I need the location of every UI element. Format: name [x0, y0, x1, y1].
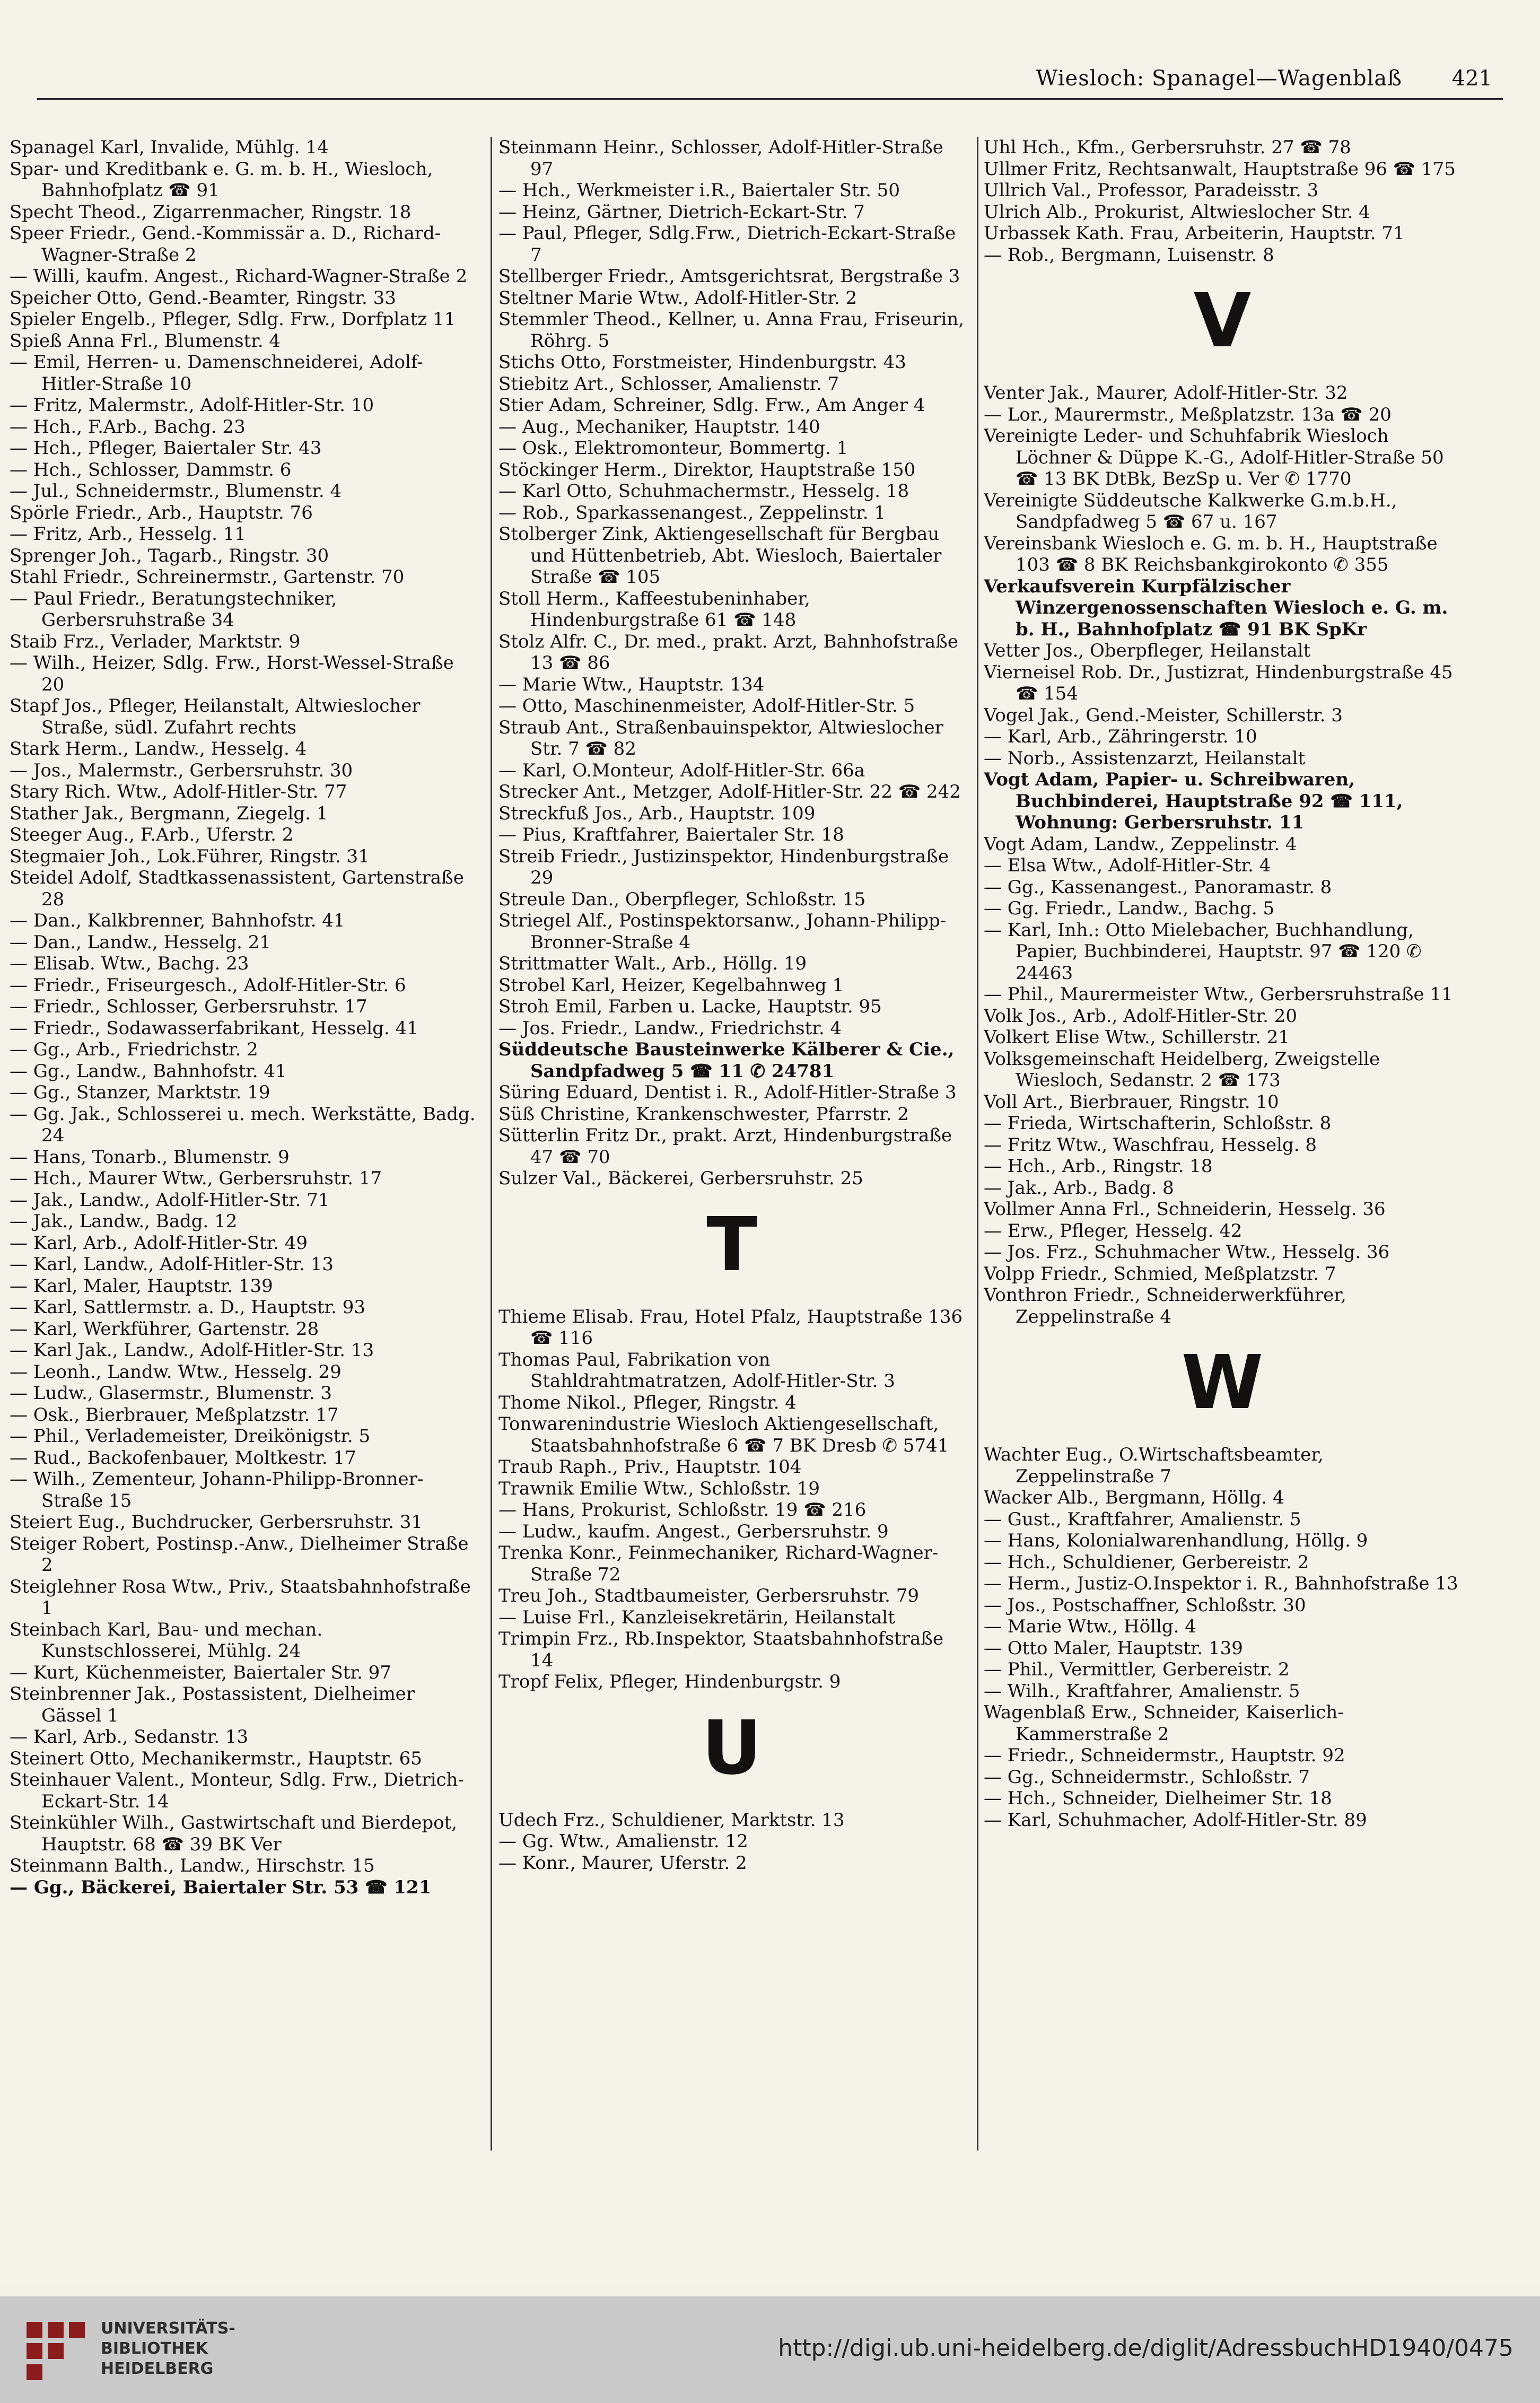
- directory-entry: — Karl, Landw., Adolf-Hitler-Str. 13: [10, 1254, 334, 1275]
- library-name-line: HEIDELBERG: [101, 2360, 214, 2378]
- directory-entry: — Heinz, Gärtner, Dietrich-Eckart-Str. 7: [498, 201, 865, 223]
- directory-entry: Streule Dan., Oberpfleger, Schloßstr. 15: [498, 888, 866, 910]
- directory-entry: Stolberger Zink, Aktiengesellschaft für Bergbau und Hüttenbetrieb, Abt. Wiesloch, Baiertaler Straße ☎ 105: [498, 523, 942, 588]
- directory-entry: Stiebitz Art., Schlosser, Amalienstr. 7: [498, 373, 839, 395]
- directory-entry: — Gg., Kassenangest., Panoramastr. 8: [984, 876, 1332, 898]
- directory-entry: — Ludw., Glasermstr., Blumenstr. 3: [10, 1383, 332, 1404]
- directory-entry: Spar- und Kreditbank e. G. m. b. H., Wiesloch, Bahnhofplatz ☎ 91: [10, 158, 433, 201]
- directory-entry: — Hch., F.Arb., Bachg. 23: [10, 416, 246, 438]
- directory-entry: — Marie Wtw., Höllg. 4: [984, 1616, 1196, 1637]
- directory-entry: Speicher Otto, Gend.-Beamter, Ringstr. 33: [10, 287, 396, 309]
- directory-entry: Vonthron Friedr., Schneiderwerkführer, Zeppelinstraße 4: [984, 1284, 1346, 1327]
- directory-entry: Volpp Friedr., Schmied, Meßplatzstr. 7: [984, 1263, 1336, 1284]
- directory-entry: Vogt Adam, Papier- u. Schreibwaren, Buchbinderei, Hauptstraße 92 ☎ 111, Wohnung: Gerbersruhstr. 11: [984, 769, 1403, 833]
- directory-entry: — Hans, Kolonialwarenhandlung, Höllg. 9: [984, 1530, 1368, 1551]
- directory-entry: — Leonh., Landw. Wtw., Hesselg. 29: [10, 1361, 342, 1383]
- directory-entry: — Jos. Friedr., Landw., Friedrichstr. 4: [498, 1017, 842, 1039]
- directory-entry: Süß Christine, Krankenschwester, Pfarrstr. 2: [498, 1103, 909, 1125]
- directory-entry: — Osk., Elektromonteur, Bommertg. 1: [498, 438, 848, 459]
- directory-entry: — Otto Maler, Hauptstr. 139: [984, 1637, 1243, 1659]
- directory-entry: — Wilh., Heizer, Sdlg. Frw., Horst-Wessel-Straße 20: [10, 652, 454, 695]
- directory-entry: Steeger Aug., F.Arb., Uferstr. 2: [10, 824, 294, 845]
- directory-entry: Stegmaier Joh., Lok.Führer, Ringstr. 31: [10, 845, 370, 867]
- directory-entry: — Friedr., Friseurgesch., Adolf-Hitler-Str. 6: [10, 974, 406, 996]
- directory-entry: Sütterlin Fritz Dr., prakt. Arzt, Hindenburgstraße 47 ☎ 70: [498, 1125, 952, 1168]
- library-name-line: UNIVERSITÄTS-: [101, 2319, 235, 2338]
- directory-entry: — Fritz Wtw., Waschfrau, Hesselg. 8: [984, 1134, 1317, 1156]
- directory-entry: — Hans, Tonarb., Blumenstr. 9: [10, 1146, 290, 1168]
- directory-entry: Vereinigte Süddeutsche Kalkwerke G.m.b.H., Sandpfadweg 5 ☎ 67 u. 167: [984, 490, 1397, 532]
- directory-entry: Spieß Anna Frl., Blumenstr. 4: [10, 330, 281, 352]
- directory-entry: — Hch., Schuldiener, Gerbereistr. 2: [984, 1551, 1309, 1573]
- directory-entry: Stemmler Theod., Kellner, u. Anna Frau, Friseurin, Röhrg. 5: [498, 309, 965, 352]
- directory-entry: Stier Adam, Schreiner, Sdlg. Frw., Am Anger 4: [498, 395, 925, 416]
- directory-entry: Traub Raph., Priv., Hauptstr. 104: [498, 1456, 802, 1478]
- directory-entry: — Pius, Kraftfahrer, Baiertaler Str. 18: [498, 824, 844, 845]
- directory-entry: Steinkühler Wilh., Gastwirtschaft und Bierdepot, Hauptstr. 68 ☎ 39 BK Ver: [10, 1812, 458, 1855]
- directory-entry: Stolz Alfr. C., Dr. med., prakt. Arzt, Bahnhofstraße 13 ☎ 86: [498, 631, 958, 674]
- directory-entry: Steinmann Heinr., Schlosser, Adolf-Hitler-Straße 97: [498, 137, 943, 180]
- directory-entry: — Karl, Inh.: Otto Mielebacher, Buchhandlung, Papier, Buchbinderei, Hauptstr. 97 ☎ 120 ✆ 24463: [984, 919, 1422, 984]
- directory-entry: Udech Frz., Schuldiener, Marktstr. 13: [498, 1809, 845, 1831]
- header-rule: [37, 98, 1503, 100]
- directory-entry: Trenka Konr., Feinmechaniker, Richard-Wagner-Straße 72: [498, 1542, 939, 1585]
- directory-entry: Tonwarenindustrie Wiesloch Aktiengesellschaft, Staatsbahnhofstraße 6 ☎ 7 BK Dresb ✆ 5741: [498, 1413, 949, 1456]
- directory-entry: — Hch., Schneider, Dielheimer Str. 18: [984, 1788, 1332, 1809]
- directory-entry: — Phil., Maurermeister Wtw., Gerbersruhstraße 11: [984, 984, 1453, 1005]
- source-url-link[interactable]: http://digi.ub.uni-heidelberg.de/diglit/AdressbuchHD1940/0475: [778, 2335, 1513, 2362]
- directory-entry: — Ludw., kaufm. Angest., Gerbersruhstr. 9: [498, 1521, 889, 1542]
- directory-entry: Volkert Elise Wtw., Schillerstr. 21: [984, 1027, 1290, 1048]
- directory-entry: — Friedr., Schneidermstr., Hauptstr. 92: [984, 1745, 1345, 1766]
- directory-entry: — Elisab. Wtw., Bachg. 23: [10, 953, 249, 974]
- directory-entry: Stary Rich. Wtw., Adolf-Hitler-Str. 77: [10, 781, 347, 802]
- directory-entry: Vollmer Anna Frl., Schneiderin, Hesselg. 36: [984, 1199, 1386, 1220]
- directory-entry: — Aug., Mechaniker, Hauptstr. 140: [498, 416, 820, 438]
- directory-entry: — Herm., Justiz-O.Inspektor i. R., Bahnhofstraße 13: [984, 1573, 1458, 1594]
- directory-entry: Stroh Emil, Farben u. Lacke, Hauptstr. 95: [498, 996, 882, 1017]
- directory-entry: — Gg. Jak., Schlosserei u. mech. Werkstätte, Badg. 24: [10, 1103, 476, 1146]
- directory-entry: Vereinsbank Wiesloch e. G. m. b. H., Hauptstraße 103 ☎ 8 BK Reichsbankgirokonto ✆ 355: [984, 532, 1438, 575]
- column-2: [498, 137, 965, 2164]
- directory-entry: — Karl, Sattlermstr. a. D., Hauptstr. 93: [10, 1297, 365, 1318]
- directory-entry: — Lor., Maurermstr., Meßplatzstr. 13a ☎ 20: [984, 404, 1392, 425]
- directory-entry: Stather Jak., Bergmann, Ziegelg. 1: [10, 802, 328, 824]
- directory-entry: Ullrich Val., Professor, Paradeisstr. 3: [984, 180, 1319, 201]
- directory-entry: Spieler Engelb., Pfleger, Sdlg. Frw., Dorfplatz 11: [10, 309, 456, 330]
- directory-entry: Stöckinger Herm., Direktor, Hauptstraße 150: [498, 459, 916, 480]
- directory-entry: Thome Nikol., Pfleger, Ringstr. 4: [498, 1392, 797, 1413]
- directory-entry: — Paul Friedr., Beratungstechniker, Gerbersruhstraße 34: [10, 588, 337, 631]
- directory-entry: Steiger Robert, Postinsp.-Anw., Dielheimer Straße 2: [10, 1533, 469, 1576]
- directory-entry: — Hch., Schlosser, Dammstr. 6: [10, 459, 292, 480]
- directory-entry: Streib Friedr., Justizinspektor, Hindenburgstraße 29: [498, 845, 949, 888]
- directory-entry: — Karl Jak., Landw., Adolf-Hitler-Str. 13: [10, 1340, 374, 1361]
- directory-entry: Steiglehner Rosa Wtw., Priv., Staatsbahnhofstraße 1: [10, 1576, 471, 1619]
- library-name: [101, 2319, 235, 2379]
- directory-entry: Strittmatter Walt., Arb., Höllg. 19: [498, 953, 807, 974]
- directory-entry: Trawnik Emilie Wtw., Schloßstr. 19: [498, 1478, 820, 1499]
- directory-entry: Volksgemeinschaft Heidelberg, Zweigstelle Wiesloch, Sedanstr. 2 ☎ 173: [984, 1048, 1380, 1091]
- column-divider: [491, 137, 492, 2151]
- directory-entry: Voll Art., Bierbrauer, Ringstr. 10: [984, 1091, 1279, 1113]
- directory-entry: Uhl Hch., Kfm., Gerbersruhstr. 27 ☎ 78: [984, 137, 1351, 158]
- directory-entry: Tropf Felix, Pfleger, Hindenburgstr. 9: [498, 1671, 841, 1692]
- directory-entry: — Elsa Wtw., Adolf-Hitler-Str. 4: [984, 855, 1271, 876]
- directory-entry: — Erw., Pfleger, Hesselg. 42: [984, 1220, 1242, 1242]
- directory-entry: Venter Jak., Maurer, Adolf-Hitler-Str. 32: [984, 382, 1348, 404]
- directory-entry: — Jos., Malermstr., Gerbersruhstr. 30: [10, 759, 353, 781]
- directory-entry: — Friedr., Sodawasserfabrikant, Hesselg. 41: [10, 1017, 418, 1039]
- directory-entry: Vogel Jak., Gend.-Meister, Schillerstr. 3: [984, 704, 1343, 726]
- directory-entry: Steltner Marie Wtw., Adolf-Hitler-Str. 2: [498, 287, 858, 309]
- directory-entry: — Gg., Stanzer, Marktstr. 19: [10, 1082, 270, 1103]
- directory-entry: — Gg., Arb., Friedrichstr. 2: [10, 1039, 258, 1060]
- directory-entry: — Dan., Landw., Hesselg. 21: [10, 931, 271, 953]
- directory-entry: Steinbach Karl, Bau- und mechan. Kunstschlosserei, Mühlg. 24: [10, 1619, 323, 1662]
- directory-entry: — Karl, Werkführer, Gartenstr. 28: [10, 1318, 319, 1340]
- directory-entry: Spörle Friedr., Arb., Hauptstr. 76: [10, 502, 313, 523]
- directory-entry: — Karl, Arb., Adolf-Hitler-Str. 49: [10, 1232, 308, 1254]
- directory-entry: Vogt Adam, Landw., Zeppelinstr. 4: [984, 833, 1297, 855]
- directory-entry: Steiert Eug., Buchdrucker, Gerbersruhstr. 31: [10, 1511, 423, 1533]
- directory-entry: Stellberger Friedr., Amtsgerichtsrat, Bergstraße 3: [498, 266, 960, 287]
- directory-entry: Verkaufsverein Kurpfälzischer Winzergenossenschaften Wiesloch e. G. m. b. H., Bahnhofplatz ☎ 91 BK SpKr: [984, 575, 1448, 640]
- directory-entry: Treu Joh., Stadtbaumeister, Gerbersruhstr. 79: [498, 1585, 920, 1606]
- column-3: [984, 137, 1461, 2164]
- directory-entry: — Jak., Landw., Badg. 12: [10, 1211, 238, 1232]
- directory-entry: Wacker Alb., Bergmann, Höllg. 4: [984, 1487, 1284, 1508]
- directory-entry: — Gg., Bäckerei, Baiertaler Str. 53 ☎ 121: [10, 1876, 432, 1898]
- directory-entry: — Rob., Bergmann, Luisenstr. 8: [984, 244, 1274, 266]
- section-letter: W: [1181, 1340, 1264, 1426]
- directory-entry: — Wilh., Zementeur, Johann-Philipp-Bronner-Straße 15: [10, 1469, 424, 1511]
- directory-entry: Thomas Paul, Fabrikation von Stahldrahtmatratzen, Adolf-Hitler-Str. 3: [498, 1349, 895, 1392]
- directory-entry: — Karl, Maler, Hauptstr. 139: [10, 1275, 273, 1297]
- column-1: [10, 137, 476, 2164]
- directory-entry: — Gg., Schneidermstr., Schloßstr. 7: [984, 1766, 1310, 1788]
- directory-entry: — Kurt, Küchenmeister, Baiertaler Str. 97: [10, 1662, 391, 1683]
- directory-entry: Ullmer Fritz, Rechtsanwalt, Hauptstraße 96 ☎ 175: [984, 158, 1456, 180]
- footer-bar: [0, 2296, 1540, 2403]
- page-header: [795, 63, 1492, 94]
- running-title: Wiesloch: Spanagel—Wagenblaß: [1036, 66, 1402, 91]
- directory-entry: — Luise Frl., Kanzleisekretärin, Heilanstalt: [498, 1606, 895, 1628]
- directory-entry: Sulzer Val., Bäckerei, Gerbersruhstr. 25: [498, 1168, 863, 1189]
- library-name-line: BIBLIOTHEK: [101, 2339, 208, 2358]
- directory-entry: — Jul., Schneidermstr., Blumenstr. 4: [10, 480, 342, 502]
- directory-entry: Strecker Ant., Metzger, Adolf-Hitler-Str. 22 ☎ 242: [498, 781, 961, 802]
- directory-entry: — Jos. Frz., Schuhmacher Wtw., Hesselg. 36: [984, 1242, 1390, 1263]
- directory-entry: Sprenger Joh., Tagarb., Ringstr. 30: [10, 545, 329, 566]
- section-letter: T: [706, 1201, 757, 1288]
- directory-entry: — Karl, O.Monteur, Adolf-Hitler-Str. 66a: [498, 759, 865, 781]
- directory-entry: — Osk., Bierbrauer, Meßplatzstr. 17: [10, 1404, 339, 1426]
- directory-entry: — Gg., Landw., Bahnhofstr. 41: [10, 1060, 287, 1082]
- directory-entry: Straub Ant., Straßenbauinspektor, Altwieslocher Str. 7 ☎ 82: [498, 716, 943, 759]
- directory-entry: Trimpin Frz., Rb.Inspektor, Staatsbahnhofstraße 14: [498, 1628, 944, 1671]
- directory-entry: Wachter Eug., O.Wirtschaftsbeamter, Zeppelinstraße 7: [984, 1444, 1324, 1487]
- directory-entry: — Jos., Postschaffner, Schloßstr. 30: [984, 1594, 1306, 1616]
- directory-entry: Steinert Otto, Mechanikermstr., Hauptstr. 65: [10, 1747, 422, 1769]
- directory-entry: — Norb., Assistenzarzt, Heilanstalt: [984, 747, 1306, 769]
- directory-entry: Staib Frz., Verlader, Marktstr. 9: [10, 631, 301, 652]
- directory-entry: Süring Eduard, Dentist i. R., Adolf-Hitler-Straße 3: [498, 1082, 957, 1103]
- directory-entry: Stahl Friedr., Schreinermstr., Gartenstr. 70: [10, 566, 405, 588]
- directory-entry: Vetter Jos., Oberpfleger, Heilanstalt: [984, 640, 1311, 661]
- directory-entry: — Marie Wtw., Hauptstr. 134: [498, 674, 765, 695]
- directory-entry: — Phil., Verlademeister, Dreikönigstr. 5: [10, 1426, 371, 1447]
- directory-entry: — Dan., Kalkbrenner, Bahnhofstr. 41: [10, 910, 345, 931]
- directory-entry: — Frieda, Wirtschafterin, Schloßstr. 8: [984, 1113, 1332, 1134]
- column-divider: [977, 137, 978, 2151]
- directory-entry: — Rud., Backofenbauer, Moltkestr. 17: [10, 1447, 356, 1469]
- directory-entry: Stapf Jos., Pfleger, Heilanstalt, Altwieslocher Straße, südl. Zufahrt rechts: [10, 695, 421, 738]
- directory-entry: — Paul, Pfleger, Sdlg.Frw., Dietrich-Eckart-Straße 7: [498, 223, 956, 266]
- directory-entry: — Jak., Landw., Adolf-Hitler-Str. 71: [10, 1189, 330, 1211]
- directory-entry: — Karl, Arb., Zähringerstr. 10: [984, 726, 1257, 747]
- directory-entry: Speer Friedr., Gend.-Kommissär a. D., Richard-Wagner-Straße 2: [10, 223, 441, 266]
- directory-entry: Streckfuß Jos., Arb., Hauptstr. 109: [498, 802, 816, 824]
- directory-entry: Striegel Alf., Postinspektorsanw., Johann-Philipp-Bronner-Straße 4: [498, 910, 947, 953]
- directory-entry: — Hans, Prokurist, Schloßstr. 19 ☎ 216: [498, 1499, 867, 1521]
- directory-entry: — Hch., Arb., Ringstr. 18: [984, 1156, 1213, 1177]
- directory-entry: Steinmann Balth., Landw., Hirschstr. 15: [10, 1855, 375, 1876]
- directory-entry: — Gg. Friedr., Landw., Bachg. 5: [984, 898, 1275, 919]
- directory-entry: Stark Herm., Landw., Hesselg. 4: [10, 738, 307, 759]
- directory-entry: Wagenblaß Erw., Schneider, Kaiserlich-Kammerstraße 2: [984, 1702, 1344, 1745]
- directory-entry: — Hch., Maurer Wtw., Gerbersruhstr. 17: [10, 1168, 382, 1189]
- section-letter: V: [1193, 278, 1252, 364]
- directory-entry: Steidel Adolf, Stadtkassenassistent, Gartenstraße 28: [10, 867, 464, 910]
- directory-entry: Steinhauer Valent., Monteur, Sdlg. Frw., Dietrich-Eckart-Str. 14: [10, 1769, 464, 1812]
- directory-entry: Vereinigte Leder- und Schuhfabrik Wiesloch Löchner & Düppe K.-G., Adolf-Hitler-Straße 50 ☎ 13 BK DtBk, BezSp u. Ver ✆ 1770: [984, 425, 1444, 490]
- directory-entry: Ulrich Alb., Prokurist, Altwieslocher Str. 4: [984, 201, 1370, 223]
- directory-entry: — Friedr., Schlosser, Gerbersruhstr. 17: [10, 996, 368, 1017]
- directory-entry: — Hch., Pfleger, Baiertaler Str. 43: [10, 438, 322, 459]
- directory-entry: Spanagel Karl, Invalide, Mühlg. 14: [10, 137, 329, 158]
- directory-entry: — Karl Otto, Schuhmachermstr., Hesselg. 18: [498, 480, 909, 502]
- directory-entry: Vierneisel Rob. Dr., Justizrat, Hindenburgstraße 45 ☎ 154: [984, 661, 1453, 704]
- section-letter: U: [702, 1705, 762, 1792]
- directory-entry: — Karl, Arb., Sedanstr. 13: [10, 1726, 249, 1747]
- directory-entry: Thieme Elisab. Frau, Hotel Pfalz, Hauptstraße 136 ☎ 116: [498, 1306, 963, 1349]
- directory-entry: — Fritz, Arb., Hesselg. 11: [10, 523, 247, 545]
- page-number: 421: [1451, 66, 1492, 91]
- directory-entry: — Konr., Maurer, Uferstr. 2: [498, 1852, 747, 1874]
- directory-entry: Steinbrenner Jak., Postassistent, Dielheimer Gässel 1: [10, 1683, 415, 1726]
- directory-entry: Specht Theod., Zigarrenmacher, Ringstr. 18: [10, 201, 412, 223]
- directory-entry: — Fritz, Malermstr., Adolf-Hitler-Str. 10: [10, 395, 374, 416]
- directory-entry: — Karl, Schuhmacher, Adolf-Hitler-Str. 89: [984, 1809, 1367, 1831]
- directory-entry: — Rob., Sparkassenangest., Zeppelinstr. 1: [498, 502, 886, 523]
- library-logo-icon: [21, 2317, 90, 2385]
- directory-entry: — Willi, kaufm. Angest., Richard-Wagner-Straße 2: [10, 266, 468, 287]
- directory-entry: — Hch., Werkmeister i.R., Baiertaler Str. 50: [498, 180, 900, 201]
- directory-entry: — Phil., Vermittler, Gerbereistr. 2: [984, 1659, 1290, 1680]
- directory-entry: Strobel Karl, Heizer, Kegelbahnweg 1: [498, 974, 844, 996]
- directory-entry: — Jak., Arb., Badg. 8: [984, 1177, 1174, 1199]
- directory-entry: — Emil, Herren- u. Damenschneiderei, Adolf-Hitler-Straße 10: [10, 352, 423, 395]
- directory-entry: Volk Jos., Arb., Adolf-Hitler-Str. 20: [984, 1005, 1297, 1027]
- directory-entry: Urbassek Kath. Frau, Arbeiterin, Hauptstr. 71: [984, 223, 1405, 244]
- directory-entry: Süddeutsche Bausteinwerke Kälberer & Cie., Sandpfadweg 5 ☎ 11 ✆ 24781: [498, 1039, 955, 1082]
- directory-entry: — Gg. Wtw., Amalienstr. 12: [498, 1831, 748, 1852]
- directory-entry: Stoll Herm., Kaffeestubeninhaber, Hindenburgstraße 61 ☎ 148: [498, 588, 810, 631]
- directory-entry: — Gust., Kraftfahrer, Amalienstr. 5: [984, 1508, 1301, 1530]
- directory-entry: — Otto, Maschinenmeister, Adolf-Hitler-Str. 5: [498, 695, 915, 716]
- directory-entry: — Wilh., Kraftfahrer, Amalienstr. 5: [984, 1680, 1300, 1702]
- directory-entry: Stichs Otto, Forstmeister, Hindenburgstr. 43: [498, 352, 906, 373]
